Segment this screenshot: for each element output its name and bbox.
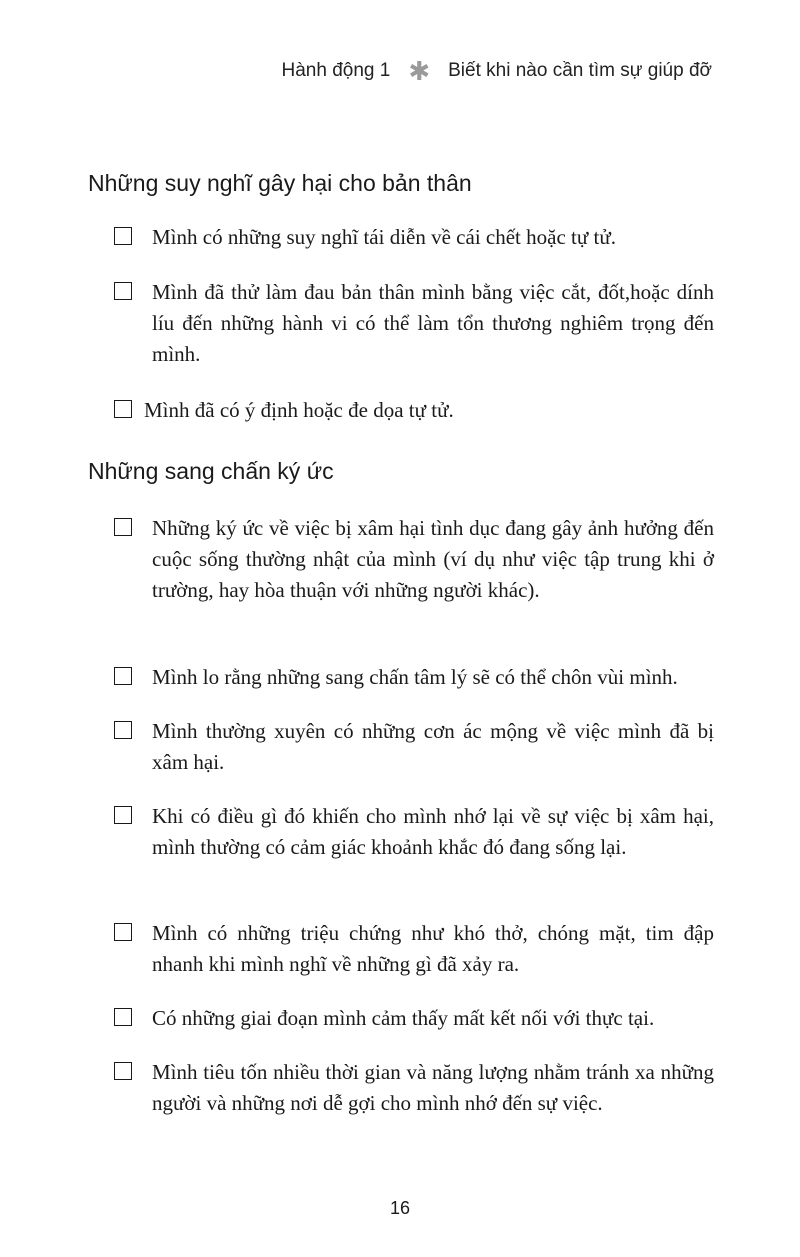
checklist-item-text: Mình đã thử làm đau bản thân mình bằng việc cắt, đốt,hoặc dính líu đến những hành vi có thể làm tổn thương nghiêm trọng đến mình. — [152, 280, 714, 366]
checklist-item — [114, 801, 714, 863]
checklist-item — [114, 918, 714, 980]
checkbox[interactable] — [114, 1008, 132, 1026]
checklist-item — [114, 662, 714, 693]
checklist-item-text: Những ký ức về việc bị xâm hại tình dục đang gây ảnh hưởng đến cuộc sống thường nhật của mình (ví dụ như việc tập trung khi ở trường, hay hòa thuận với những người khác). — [152, 516, 714, 602]
chapter-title: Biết khi nào cần tìm sự giúp đỡ — [448, 60, 712, 81]
checkbox[interactable] — [114, 923, 132, 941]
asterisk-separator-icon: ✱ — [408, 55, 431, 86]
section-title-trauma-memories: Những sang chấn ký ức — [88, 458, 334, 484]
chapter-label: Hành động 1 — [281, 60, 391, 81]
checklist-item-text: Có những giai đoạn mình cảm thấy mất kết nối với thực tại. — [152, 1006, 655, 1030]
checklist-item-text: Mình tiêu tốn nhiều thời gian và năng lượng nhằm tránh xa những người và những nơi dễ gợi cho mình nhớ đến sự việc. — [152, 1060, 714, 1115]
checklist-item-text: Mình có những suy nghĩ tái diễn về cái chết hoặc tự tử. — [152, 225, 616, 249]
checkbox[interactable] — [114, 1062, 132, 1080]
checkbox[interactable] — [114, 518, 132, 536]
checklist-item — [114, 716, 714, 778]
checklist-item — [114, 395, 714, 426]
checklist-item — [114, 513, 714, 606]
page-number: 16 — [389, 1198, 411, 1218]
checklist-item-text: Mình đã có ý định hoặc đe dọa tự tử. — [144, 398, 454, 422]
checkbox[interactable] — [114, 227, 132, 245]
checklist-item — [114, 222, 714, 253]
section-title-self-harm: Những suy nghĩ gây hại cho bản thân — [88, 170, 472, 196]
checklist-item-text: Mình lo rằng những sang chấn tâm lý sẽ có thể chôn vùi mình. — [152, 665, 678, 689]
checklist-item — [114, 1057, 714, 1119]
checkbox[interactable] — [114, 400, 132, 418]
checklist-item-text: Mình có những triệu chứng như khó thở, chóng mặt, tim đập nhanh khi mình nghĩ về những gì đã xảy ra. — [152, 921, 714, 976]
checkbox[interactable] — [114, 282, 132, 300]
checkbox[interactable] — [114, 667, 132, 685]
checklist-item-text: Khi có điều gì đó khiến cho mình nhớ lại về sự việc bị xâm hại, mình thường có cảm giác khoảnh khắc đó đang sống lại. — [152, 804, 714, 859]
checklist-item — [114, 1003, 714, 1034]
checklist-item — [114, 277, 714, 370]
checkbox[interactable] — [114, 806, 132, 824]
checkbox[interactable] — [114, 721, 132, 739]
running-header — [281, 55, 713, 86]
checklist-item-text: Mình thường xuyên có những cơn ác mộng về việc mình đã bị xâm hại. — [152, 719, 714, 774]
